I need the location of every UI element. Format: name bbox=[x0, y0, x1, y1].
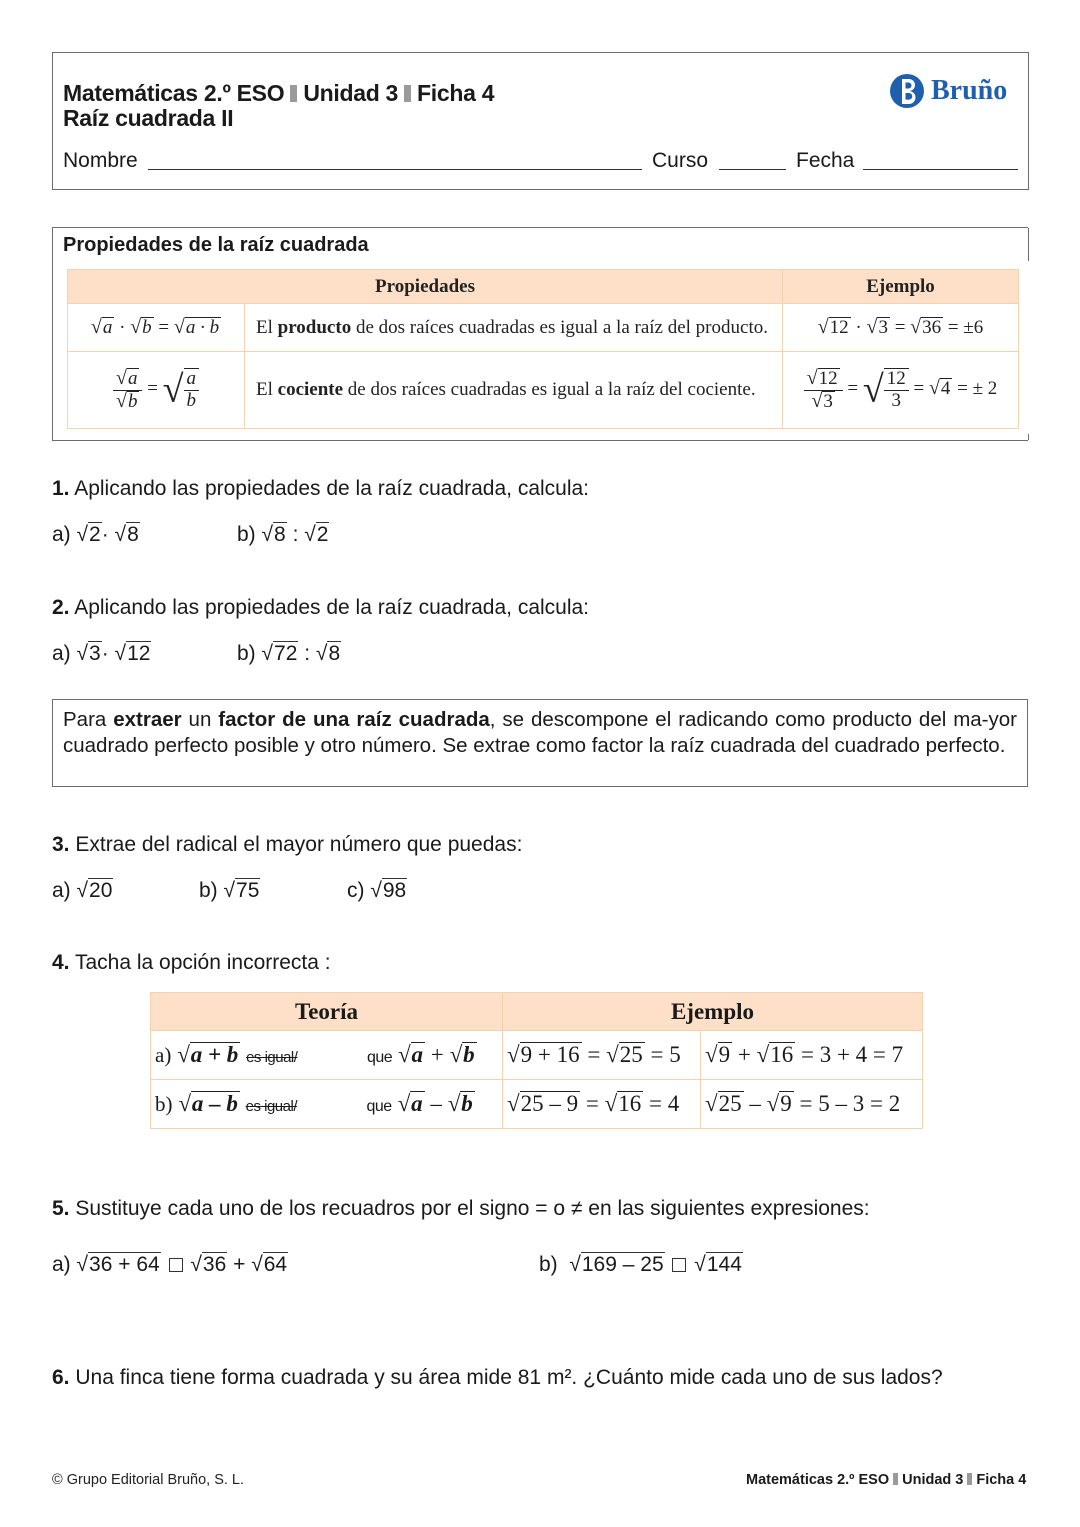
table-row bbox=[151, 1031, 923, 1080]
question-5a: a) √36 + 64 √36 + √64 bbox=[52, 1253, 288, 1276]
product-formula: √a · √b = √a · b bbox=[90, 316, 220, 338]
quotient-formula: $\frac{√a}{√b}$ = √ $\frac{a}{b}$ bbox=[113, 378, 199, 399]
answer-box[interactable] bbox=[672, 1258, 686, 1272]
separator-bar bbox=[893, 1473, 898, 1485]
question-6: 6. Una finca tiene forma cuadrada y su área mide 81 m². ¿Cuánto mide cada uno de sus lados? bbox=[52, 1366, 943, 1389]
struck-text: es igual/ bbox=[246, 1049, 298, 1066]
question-3b: b) √75 bbox=[199, 879, 260, 902]
info-box-extract-factor: Para extraer un factor de una raíz cuadrada, se descompone el radicando como producto del ma-yor cuadrado perfecto posible y otro número. Se extrae como factor la raíz cuadrada del cuadrado perfecto. bbox=[52, 699, 1028, 787]
question-5b: b) √169 – 25 √144 bbox=[539, 1253, 742, 1276]
example-cell bbox=[783, 304, 1019, 352]
properties-table bbox=[67, 269, 1019, 429]
properties-title: Propiedades de la raíz cuadrada bbox=[63, 234, 369, 256]
struck-text: es igual/ bbox=[245, 1098, 297, 1115]
question-2b: b) √72 : √8 bbox=[237, 642, 341, 665]
table-row bbox=[68, 304, 1019, 352]
answer-box[interactable] bbox=[169, 1258, 183, 1272]
example-cell bbox=[783, 352, 1019, 429]
publisher-logo bbox=[889, 73, 1007, 109]
column-header-properties: Propiedades bbox=[68, 270, 783, 304]
question-3: 3. Extrae del radical el mayor número que puedas: bbox=[52, 833, 523, 856]
description-cell: El producto de dos raíces cuadradas es igual a la raíz del producto. bbox=[245, 304, 783, 352]
name-input-line[interactable] bbox=[148, 169, 642, 170]
theory-cell-a[interactable]: a) √a + b es igual/ que √a + √b bbox=[151, 1031, 503, 1080]
question-3a: a) √20 bbox=[52, 879, 113, 902]
brand-name: Bruño bbox=[931, 75, 1008, 106]
footer-copyright: © Grupo Editorial Bruño, S. L. bbox=[52, 1472, 245, 1488]
subject-label: Matemáticas 2.º ESO bbox=[63, 80, 285, 106]
column-header-theory: Teoría bbox=[151, 993, 503, 1031]
example-cell: √25 – 9 = √16 = 4 bbox=[503, 1080, 701, 1129]
question-1: 1. Aplicando las propiedades de la raíz cuadrada, calcula: bbox=[52, 477, 590, 500]
column-header-example: Ejemplo bbox=[783, 270, 1019, 304]
question-5: 5. Sustituye cada uno de los recuadros por el signo = o ≠ en las siguientes expresiones: bbox=[52, 1197, 870, 1220]
theory-example-table bbox=[150, 992, 923, 1129]
unit-label: Unidad 3 bbox=[303, 80, 399, 106]
topic-title: Raíz cuadrada II bbox=[63, 105, 234, 131]
question-3c: c) √98 bbox=[347, 879, 407, 902]
worksheet-title bbox=[63, 80, 494, 107]
example-cell: √9 + √16 = 3 + 4 = 7 bbox=[701, 1031, 923, 1080]
question-2: 2. Aplicando las propiedades de la raíz cuadrada, calcula: bbox=[52, 596, 590, 619]
question-1b: b) √8 : √2 bbox=[237, 523, 329, 546]
table-row bbox=[68, 352, 1019, 429]
bruno-logo-icon bbox=[889, 73, 925, 109]
question-1a: a) √2· √8 bbox=[52, 523, 139, 546]
theory-cell-b[interactable]: b) √a – b es igual/ que √a – √b bbox=[151, 1080, 503, 1129]
separator-bar bbox=[404, 85, 411, 102]
question-2a: a) √3· √12 bbox=[52, 642, 151, 665]
course-field-label: Curso bbox=[652, 149, 709, 172]
date-input-line[interactable] bbox=[863, 169, 1018, 170]
formula-cell bbox=[68, 304, 245, 352]
footer-title: Matemáticas 2.º ESO Unidad 3 Ficha 4 bbox=[746, 1472, 1027, 1488]
description-cell: El cociente de dos raíces cuadradas es igual a la raíz del cociente. bbox=[245, 352, 783, 429]
product-example: √12 · √3 = √36 = ±6 bbox=[817, 316, 984, 338]
date-field-label: Fecha bbox=[796, 149, 855, 172]
header-box bbox=[52, 52, 1029, 190]
column-header-example: Ejemplo bbox=[503, 993, 923, 1031]
sheet-label: Ficha 4 bbox=[417, 80, 495, 106]
properties-box bbox=[52, 227, 1028, 441]
keyword-product: producto bbox=[277, 316, 352, 338]
name-field-label: Nombre bbox=[63, 149, 138, 172]
table-row bbox=[151, 1080, 923, 1129]
separator-bar bbox=[967, 1473, 972, 1485]
example-cell: √25 – √9 = 5 – 3 = 2 bbox=[701, 1080, 923, 1129]
course-input-line[interactable] bbox=[719, 169, 786, 170]
question-4: 4. Tacha la opción incorrecta : bbox=[52, 951, 331, 974]
example-cell: √9 + 16 = √25 = 5 bbox=[503, 1031, 701, 1080]
quotient-example: $\frac{√12}{√3}$ = √ $\frac{12}{3}$ = √4 = ± 2 bbox=[804, 378, 998, 399]
keyword-quotient: cociente bbox=[277, 379, 344, 400]
separator-bar bbox=[290, 85, 297, 102]
formula-cell bbox=[68, 352, 245, 429]
